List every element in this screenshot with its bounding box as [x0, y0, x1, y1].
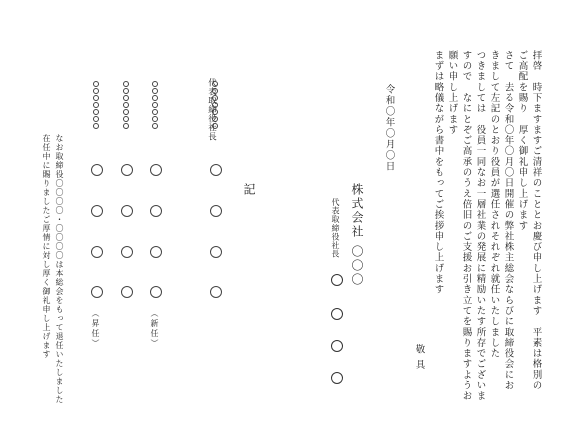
dot — [123, 109, 129, 115]
officer-column — [122, 0, 135, 434]
company-name: 株式会社 〇〇〇 — [350, 183, 364, 287]
officer-dots — [92, 81, 100, 129]
retirement-note-line-2: 在任中に賜りましたご厚情に対し厚く御礼申し上げます — [42, 134, 51, 359]
dot — [93, 123, 99, 129]
body-line-5: つきましては 役員一同なお一層社業の発展に精励いたす所存でございま — [474, 50, 486, 402]
dot — [123, 102, 129, 108]
dot — [93, 95, 99, 101]
dot — [123, 123, 129, 129]
dot — [123, 116, 129, 122]
name-placeholder-circle — [331, 372, 343, 384]
body-line-7: 願い申し上げます — [446, 50, 458, 136]
body-line-1: 拝啓 時下ますますご清祥のこととお慶び申し上げます 平素は格別の — [530, 50, 542, 391]
body-line-3: さて 去る令和〇年〇月〇日開催の弊社株主総会ならびに取締役会にお — [502, 50, 514, 391]
officer-dots — [151, 81, 159, 129]
officer-column-label: （昇任） — [91, 309, 100, 349]
name-placeholder-circle — [331, 340, 343, 352]
name-circle — [121, 164, 133, 176]
dot — [212, 109, 218, 115]
dot — [93, 109, 99, 115]
dot — [212, 123, 218, 129]
closing-keigu: 敬具 — [413, 344, 425, 375]
dot — [212, 102, 218, 108]
dot — [93, 88, 99, 94]
name-circle — [210, 286, 222, 298]
name-circle — [91, 164, 103, 176]
president-title: 代表取締役社長 — [331, 198, 340, 259]
name-circle — [150, 246, 162, 258]
dot — [152, 102, 158, 108]
dot — [212, 95, 218, 101]
dot — [93, 116, 99, 122]
ki-heading: 記 — [242, 183, 256, 197]
name-circle — [210, 205, 222, 217]
dot — [212, 88, 218, 94]
dot — [152, 95, 158, 101]
name-circle — [91, 246, 103, 258]
officer-dots — [122, 81, 130, 129]
officer-column — [92, 0, 105, 434]
dot — [152, 116, 158, 122]
dot — [93, 81, 99, 87]
name-placeholder-circle — [331, 308, 343, 320]
dot — [212, 81, 218, 87]
officer-column — [151, 0, 164, 434]
name-circle — [121, 246, 133, 258]
name-circle — [91, 286, 103, 298]
dot — [123, 81, 129, 87]
officer-title: 代表取締役社長 — [206, 78, 217, 141]
officer-column — [211, 0, 224, 434]
officer-dots — [211, 81, 219, 129]
name-circle — [150, 286, 162, 298]
dot — [152, 123, 158, 129]
body-line-2: ご高配を賜り 厚く御礼申し上げます — [516, 50, 528, 232]
officer-column-label: （新任） — [150, 309, 159, 349]
dot — [212, 116, 218, 122]
name-circle — [210, 246, 222, 258]
name-placeholder-circle — [331, 274, 343, 286]
retirement-note-line-1: なお取締役〇〇〇〇・〇〇〇〇は本総会をもって退任いたしました — [55, 134, 64, 404]
dot — [123, 88, 129, 94]
name-circle — [91, 205, 103, 217]
dot — [93, 102, 99, 108]
name-circle — [121, 205, 133, 217]
body-line-6: すので なにとぞご高承のうえ倍旧のご支援お引き立てを賜りますようお — [460, 50, 472, 402]
name-circle — [121, 286, 133, 298]
dot — [152, 88, 158, 94]
body-line-4: きまして左記のとおり役員が選任されそれぞれ就任いたしました — [488, 50, 500, 359]
dot — [123, 95, 129, 101]
dot — [152, 81, 158, 87]
name-circle — [150, 164, 162, 176]
letter-date: 令和〇年〇月〇日 — [383, 84, 395, 172]
name-circle — [150, 205, 162, 217]
dot — [152, 109, 158, 115]
body-line-8: まずは略儀ながら書中をもってご挨拶申し上げます — [432, 50, 444, 295]
name-circle — [210, 164, 222, 176]
